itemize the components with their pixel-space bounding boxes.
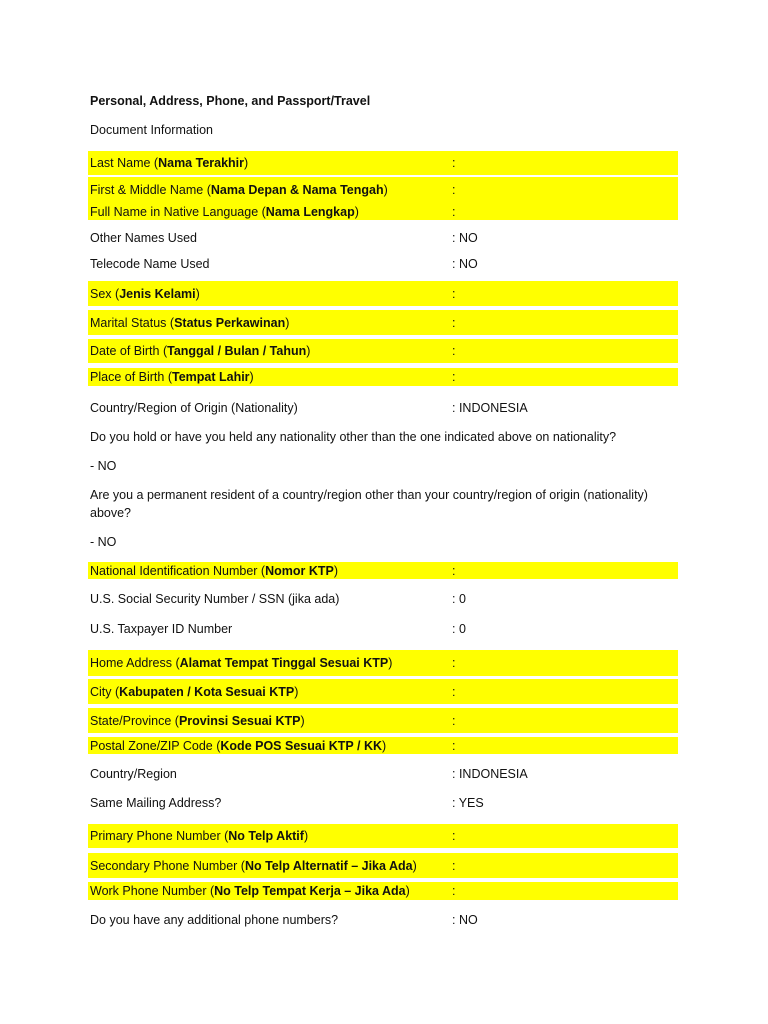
field-label-country-region [90, 767, 177, 781]
field-label-full-name-native [90, 205, 359, 219]
field-label-additional-phone [90, 913, 338, 927]
field-value-postal-zone: : [452, 738, 456, 753]
field-value-secondary-phone: : [452, 858, 456, 873]
field-label-other-names [90, 231, 197, 245]
field-row-first-middle-name [88, 177, 678, 203]
field-label-text: Marital Status ( [90, 315, 175, 330]
field-label-suffix: ) [388, 656, 393, 670]
field-label-first-middle-name [90, 183, 388, 197]
field-row-place-of-birth [88, 368, 678, 386]
answer-permanent-resident: - NO [90, 535, 117, 549]
field-label-text: Telecode Name Used [90, 257, 210, 271]
field-value-first-middle-name: : [452, 183, 456, 197]
field-label-indonesian: No Telp Alternatif – Jika Ada [244, 858, 413, 873]
field-row-country-region [88, 762, 678, 786]
field-label-work-phone [90, 884, 410, 898]
field-value-state-province: : [452, 713, 456, 728]
field-row-last-name [88, 151, 678, 175]
field-value-place-of-birth: : [452, 370, 456, 384]
field-label-suffix: ) [294, 684, 299, 699]
field-label-text: Work Phone Number ( [90, 884, 215, 898]
field-label-postal-zone [90, 739, 386, 753]
field-label-city [90, 685, 298, 699]
field-label-home-address [90, 656, 392, 670]
field-value-full-name-native: : [452, 204, 456, 219]
field-row-telecode-name [88, 252, 678, 276]
field-row-marital-status [88, 310, 678, 335]
field-label-national-id [90, 564, 338, 578]
field-value-marital-status: : [452, 315, 456, 330]
field-label-text: U.S. Social Security Number / SSN (jika ada) [90, 592, 340, 606]
field-label-text: National Identification Number ( [90, 563, 266, 578]
field-label-secondary-phone [90, 859, 417, 873]
field-value-national-id: : [452, 563, 456, 578]
field-row-postal-zone [88, 737, 678, 754]
field-value-city: : [452, 684, 456, 699]
field-label-text: Place of Birth ( [90, 370, 172, 384]
field-label-country-origin [90, 401, 298, 415]
field-row-country-origin [88, 396, 678, 420]
field-label-suffix: ) [249, 370, 254, 384]
field-label-same-mailing [90, 796, 221, 810]
field-label-text: Home Address ( [90, 656, 180, 670]
field-label-indonesian: Tempat Lahir [171, 370, 250, 384]
field-row-taxpayer-id [88, 617, 678, 641]
field-value-last-name: : [452, 156, 456, 170]
field-value-telecode-name: : NO [452, 257, 478, 271]
field-row-secondary-phone [88, 853, 678, 878]
field-value-additional-phone: : NO [452, 913, 478, 927]
field-label-text: City ( [90, 684, 120, 699]
field-label-indonesian: Kabupaten / Kota Sesuai KTP [119, 684, 295, 699]
field-row-home-address [88, 650, 678, 676]
field-label-indonesian: Tanggal / Bulan / Tahun [167, 344, 307, 358]
field-value-same-mailing: : YES [452, 796, 484, 810]
field-value-country-region: : INDONESIA [452, 767, 528, 781]
field-row-national-id [88, 562, 678, 579]
field-label-text: Postal Zone/ZIP Code ( [90, 738, 221, 753]
field-label-indonesian: Nomor KTP [265, 563, 334, 578]
field-label-indonesian: Kode POS Sesuai KTP / KK [220, 738, 383, 753]
field-label-suffix: ) [405, 884, 410, 898]
field-label-ssn [90, 592, 339, 606]
field-label-indonesian: Status Perkawinan [174, 315, 286, 330]
field-label-text: Do you have any additional phone numbers? [90, 913, 339, 927]
field-value-ssn: : 0 [452, 592, 466, 606]
field-label-indonesian: No Telp Tempat Kerja – Jika Ada [214, 884, 406, 898]
field-label-text: Other Names Used [90, 231, 197, 245]
field-label-indonesian: Nama Depan & Nama Tengah [210, 183, 384, 197]
field-value-taxpayer-id: : 0 [452, 622, 466, 636]
field-value-work-phone: : [452, 884, 456, 898]
field-row-primary-phone [88, 824, 678, 848]
field-label-suffix: ) [195, 286, 200, 301]
field-label-text: Same Mailing Address? [90, 796, 222, 810]
field-label-text: Sex ( [90, 286, 120, 301]
field-label-text: Secondary Phone Number ( [90, 858, 245, 873]
field-label-text: Last Name ( [90, 156, 159, 170]
field-label-indonesian: Jenis Kelami [119, 286, 196, 301]
field-value-sex: : [452, 286, 456, 301]
field-value-primary-phone: : [452, 829, 456, 843]
field-row-sex [88, 281, 678, 306]
field-label-indonesian: Alamat Tempat Tinggal Sesuai KTP [179, 656, 389, 670]
field-label-taxpayer-id [90, 622, 232, 636]
field-row-additional-phone [88, 908, 678, 932]
field-label-text: State/Province ( [90, 713, 179, 728]
field-row-other-names [88, 226, 678, 250]
field-label-suffix: ) [333, 563, 339, 578]
field-row-ssn [88, 587, 678, 611]
field-label-suffix: ) [383, 183, 388, 197]
field-label-text: Country/Region of Origin (Nationality) [90, 401, 298, 415]
field-label-state-province [90, 714, 305, 728]
field-row-state-province [88, 708, 678, 733]
field-label-suffix: ) [354, 204, 359, 219]
field-label-suffix: ) [285, 315, 290, 330]
field-label-suffix: ) [244, 156, 249, 170]
field-label-text: Full Name in Native Language ( [90, 204, 266, 219]
question-other-nationality: Do you hold or have you held any nationality other than the one indicated above on nationality? [90, 430, 617, 444]
document-title: Personal, Address, Phone, and Passport/Travel [90, 94, 371, 108]
field-label-telecode-name [90, 257, 210, 271]
field-row-same-mailing [88, 791, 678, 815]
field-value-country-origin: : INDONESIA [452, 401, 528, 415]
field-label-primary-phone [90, 829, 308, 843]
field-label-indonesian: No Telp Aktif [228, 829, 304, 843]
field-value-other-names: : NO [452, 231, 478, 245]
field-row-city [88, 679, 678, 704]
field-label-suffix: ) [300, 713, 305, 728]
field-value-home-address: : [452, 656, 456, 670]
field-label-marital-status [90, 316, 289, 330]
field-label-text: U.S. Taxpayer ID Number [90, 622, 233, 636]
field-label-text: Date of Birth ( [90, 344, 168, 358]
field-value-date-of-birth: : [452, 344, 456, 358]
answer-other-nationality: - NO [90, 459, 117, 473]
field-label-suffix: ) [303, 829, 309, 843]
field-label-text: Country/Region [90, 767, 177, 781]
field-label-suffix: ) [412, 858, 417, 873]
field-label-place-of-birth [90, 370, 254, 384]
field-label-indonesian: Nama Terakhir [158, 156, 245, 170]
field-row-full-name-native [88, 203, 678, 220]
field-label-suffix: ) [306, 344, 311, 358]
field-label-date-of-birth [90, 344, 310, 358]
field-label-sex [90, 287, 200, 301]
field-label-last-name [90, 156, 248, 170]
field-label-suffix: ) [382, 738, 387, 753]
document-subtitle: Document Information [90, 123, 213, 137]
field-label-text: Primary Phone Number ( [90, 829, 229, 843]
question-permanent-resident: Are you a permanent resident of a country/region other than your country/region of origin (nationality) above? [90, 488, 648, 520]
field-row-date-of-birth [88, 339, 678, 363]
field-label-text: First & Middle Name ( [90, 183, 211, 197]
field-row-work-phone [88, 882, 678, 900]
field-label-indonesian: Nama Lengkap [265, 204, 355, 219]
field-label-indonesian: Provinsi Sesuai KTP [178, 713, 301, 728]
